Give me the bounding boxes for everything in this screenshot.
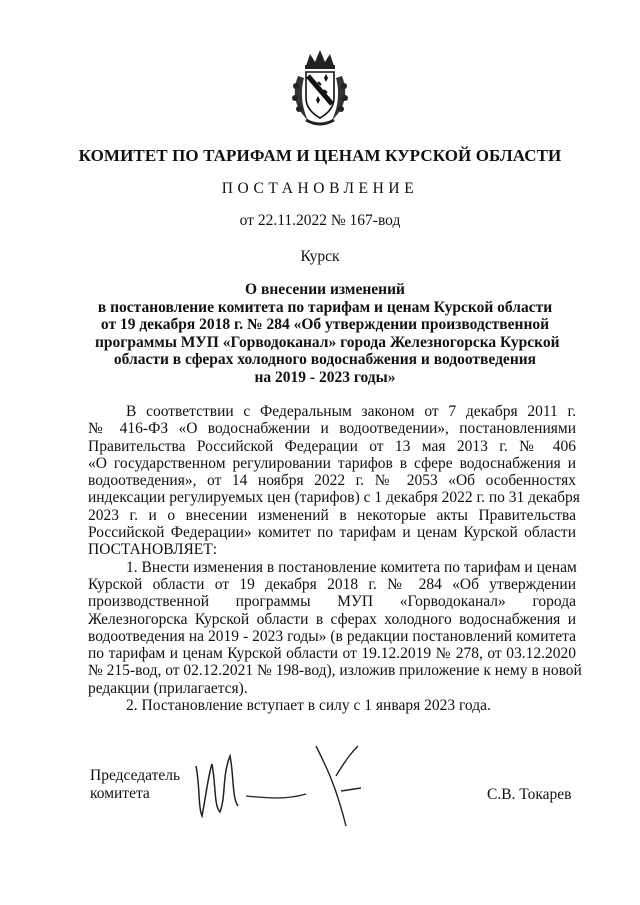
signer-role-line: комитета bbox=[90, 785, 150, 802]
coat-of-arms-icon bbox=[288, 46, 352, 128]
subject-line: от 19 декабря 2018 г. № 284 «Об утверждении производственной bbox=[100, 316, 550, 333]
body-line: водоотведения», от 14 ноября 2022 г. № 2053 «Об особенностях bbox=[88, 472, 576, 490]
subject-line: в постановление комитета по тарифам и ценам Курской области bbox=[97, 298, 553, 316]
body-line: редакции (прилагается). bbox=[88, 679, 248, 697]
body-line: 2. Постановление вступает в силу с 1 января 2023 года. bbox=[126, 697, 491, 715]
subject-line: О внесении изменений bbox=[245, 281, 405, 298]
document-city: Курск bbox=[300, 248, 340, 265]
body-line: Российской Федерации» комитет по тарифам и ценам Курской области bbox=[88, 524, 576, 542]
body-line: Железногорска Курской области в сферах холодного водоснабжения и bbox=[88, 610, 576, 628]
body-line: водоотведения на 2019 - 2023 годы» (в редакции постановлений комитета bbox=[88, 627, 576, 645]
handwritten-signature bbox=[186, 736, 376, 836]
organization-title: КОМИТЕТ ПО ТАРИФАМ И ЦЕНАМ КУРСКОЙ ОБЛАСТИ bbox=[78, 146, 562, 165]
body-line: индексации регулируемых цен (тарифов) с 1 декабря 2022 г. по 31 декабря bbox=[88, 489, 580, 507]
body-line: ПОСТАНОВЛЯЕТ: bbox=[88, 541, 218, 559]
document-date-number: от 22.11.2022 № 167-вод bbox=[239, 212, 401, 229]
subject-line: программы МУП «Горводоканал» города Железногорска Курской bbox=[95, 333, 560, 351]
signer-role bbox=[90, 767, 180, 803]
document-body bbox=[88, 403, 582, 715]
body-line: Курской области от 19 декабря 2018 г. № 284 «Об утверждении bbox=[88, 575, 576, 593]
signer-name: С.В. Токарев bbox=[487, 786, 572, 803]
body-line: № 416-ФЗ «О водоснабжении и водоотведении», постановлениями bbox=[88, 420, 576, 438]
body-line: «О государственном регулировании тарифов в сфере водоснабжения и bbox=[88, 454, 576, 472]
body-line: 1. Внести изменения в постановление комитета по тарифам и ценам bbox=[126, 558, 577, 576]
subject-line: на 2019 - 2023 годы» bbox=[254, 368, 396, 386]
body-line: № 215-вод, от 02.12.2021 № 198-вод), изложив приложение к нему в новой bbox=[88, 662, 582, 680]
signer-role-line: Председатель bbox=[90, 767, 181, 784]
body-line: по тарифам и ценам Курской области от 19.12.2019 № 278, от 03.12.2020 bbox=[88, 645, 576, 663]
body-line: В соответствии с Федеральным законом от 7 декабря 2011 г. bbox=[126, 403, 576, 420]
document-subject bbox=[95, 281, 560, 386]
subject-line: области в сферах холодного водоснабжения и водоотведения bbox=[113, 351, 537, 368]
body-line: 2023 г. и о внесении изменений в некоторые акты Правительства bbox=[88, 506, 576, 524]
body-line: производственной программы МУП «Горводоканал» города bbox=[88, 593, 576, 611]
document-type: ПОСТАНОВЛЕНИЕ bbox=[221, 180, 419, 197]
body-line: Правительства Российской Федерации от 13 мая 2013 г. № 406 bbox=[88, 437, 576, 455]
